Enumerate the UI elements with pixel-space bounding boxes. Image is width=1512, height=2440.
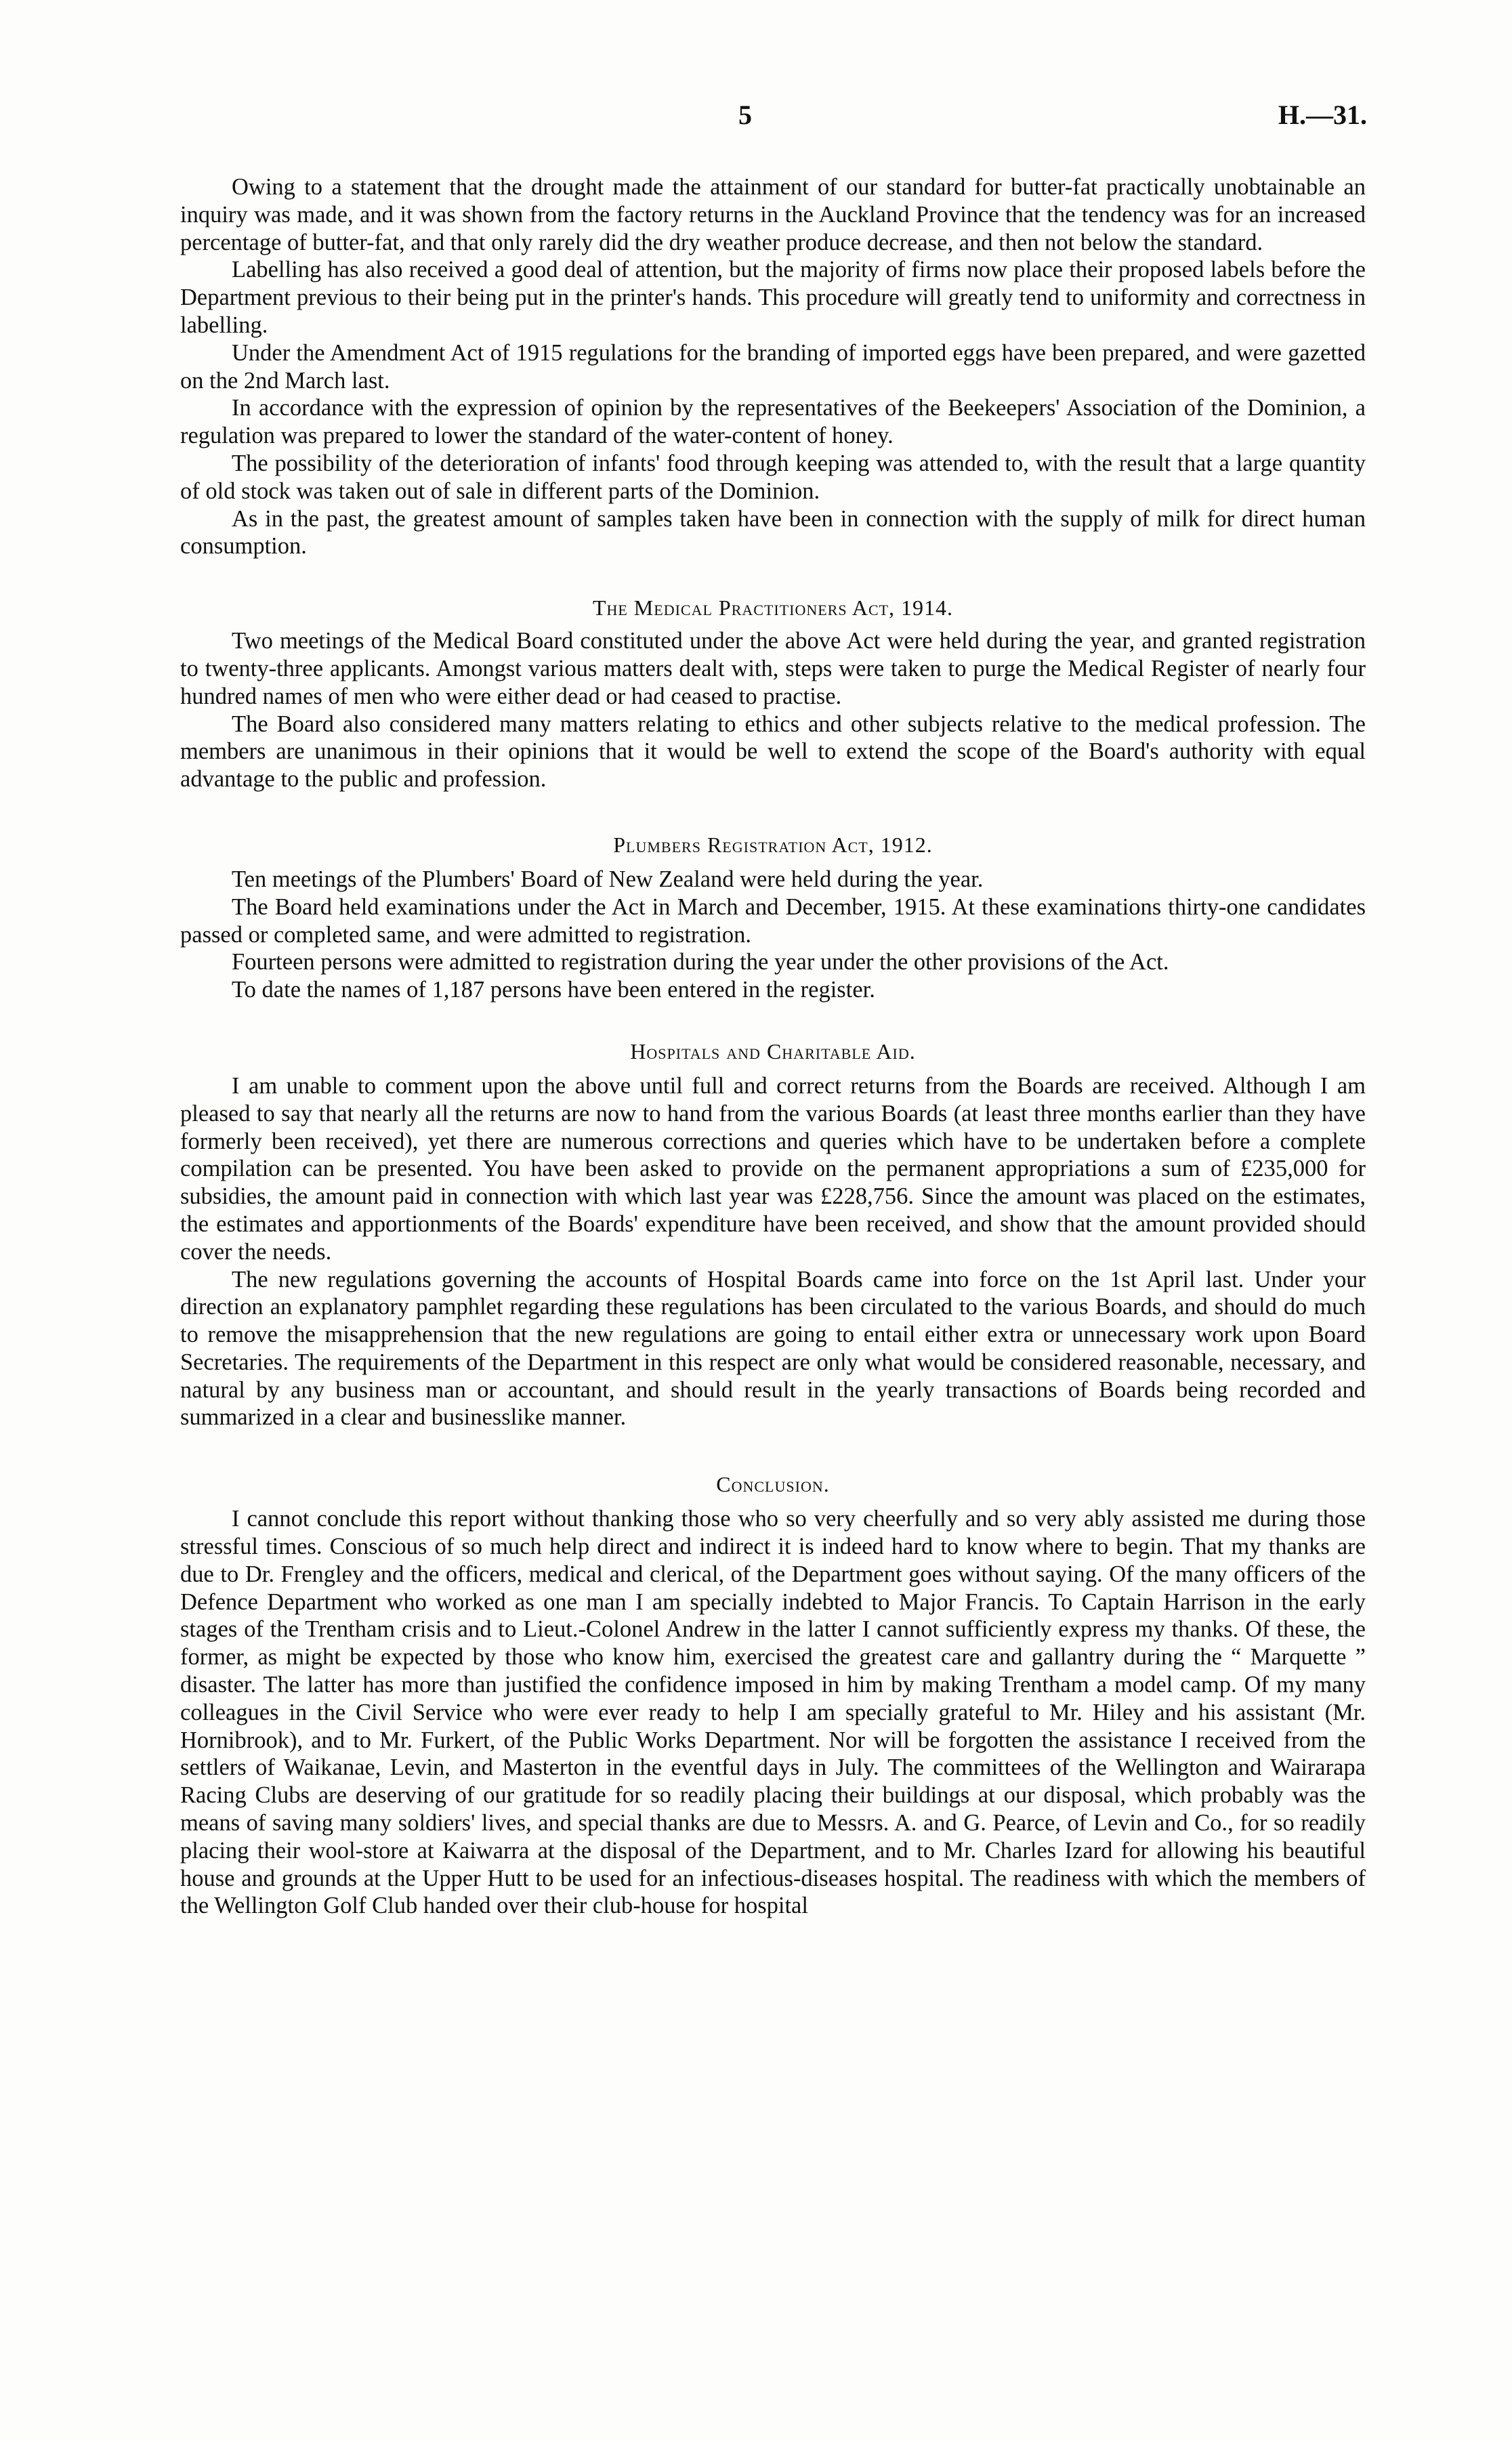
hospitals-section bbox=[180, 1039, 1366, 1431]
paragraph-imported-eggs: Under the Amendment Act of 1915 regulations for the branding of imported eggs have been prepared, and were gazetted on the 2nd March last. bbox=[180, 339, 1366, 394]
paragraph-plumbers-examinations: The Board held examinations under the Act in March and December, 1915. At these examinations thirty-one candidates passed or completed same, and were admitted to registration. bbox=[180, 893, 1366, 948]
page-header bbox=[0, 99, 1512, 140]
paragraph-milk-samples: As in the past, the greatest amount of samples taken have been in connection with the supply of milk for direct human consumption. bbox=[180, 505, 1366, 560]
food-and-drugs-section bbox=[180, 173, 1366, 560]
paragraph-medical-ethics: The Board also considered many matters relating to ethics and other subjects relative to the medical profession. The members are unanimous in their opinions that it would be well to extend the scope of the Board's authority with equal advantage to the public and profession. bbox=[180, 711, 1366, 793]
medical-practitioners-section bbox=[180, 595, 1366, 793]
paragraph-labelling: Labelling has also received a good deal of attention, but the majority of firms now place their proposed labels before the Department previous to their being put in the printer's hands. This procedure will greatly tend to uniformity and correctness in labelling. bbox=[180, 257, 1366, 338]
report-body bbox=[180, 173, 1366, 1920]
paragraph-infants-food: The possibility of the deterioration of infants' food through keeping was attended to, with the result that a large quantity of old stock was taken out of sale in different parts of the Dominion. bbox=[180, 450, 1366, 504]
paragraph-plumbers-admitted: Fourteen persons were admitted to registration during the year under the other provisions of the Act. bbox=[232, 949, 1169, 975]
paragraph-conclusion: I cannot conclude this report without thanking those who so very cheerfully and so very ably assisted me during those stressful times. Conscious of so much help direct and indirect it is indeed hard to know where to begin. That my thanks are due to Dr. Frengley and the officers, medical and clerical, of the Department goes without saying. Of the many officers of the Defence Department who worked as one man I am specially indebted to Major Francis. To Captain Harrison in the early stages of the Trentham crisis and to Lieut.-Colonel Andrew in the latter I cannot sufficiently express my thanks. Of these, the former, as might be expected by those who know him, exercised the greatest care and gallantry during the “ Marquette ” disaster. The latter has more than justified the confidence imposed in him by making Trentham a model camp. Of my many colleagues in the Civil Service who were ever ready to help I am specially grateful to Mr. Hiley and his assistant (Mr. Hornibrook), and to Mr. Furkert, of the Public Works Department. Nor will be forgotten the assistance I received from the settlers of Waikanae, Levin, and Masterton in the eventful days in July. The committees of the Wellington and Wairarapa Racing Clubs are deserving of our gratitude for so readily placing their buildings at our disposal, which probably was the means of saving many soldiers' lives, and special thanks are due to Messrs. A. and G. Pearce, of Levin and Co., for so readily placing their wool-store at Kaiwarra at the disposal of the Department, and to Mr. Charles Izard for allowing his beautiful house and grounds at the Upper Hutt to be used for an infectious-diseases hospital. The readiness with which the members of the Wellington Golf Club handed over their club-house for hospital bbox=[180, 1506, 1366, 1919]
paragraph-hospitals-returns: I am unable to comment upon the above until full and correct returns from the Boards are received. Although I am pleased to say that nearly all the returns are now to hand from the various Boards (at least three months earlier than they have formerly been received), yet there are numerous corrections and queries which have to be undertaken before a complete compilation can be presented. You have been asked to provide on the permanent appropriations a sum of £235,000 for subsidies, the amount paid in connection with which last year was £228,756. Since the amount was placed on the estimates, the estimates and apportionments of the Boards' expenditure have been received, and show that the amount provided should cover the needs. bbox=[180, 1072, 1366, 1265]
paragraph-plumbers-register: To date the names of 1,187 persons have been entered in the register. bbox=[232, 977, 875, 1003]
paragraph-hospitals-regulations: The new regulations governing the accounts of Hospital Boards came into force on the 1st April last. Under your direction an explanatory pamphlet regarding these regulations has been circulated to the various Boards, and should do much to remove the misapprehension that the new regulations are going to entail either extra or unnecessary work upon Board Secretaries. The requirements of the Department in this respect are only what would be considered reasonable, necessary, and natural by any business man or accountant, and should result in the yearly transactions of Boards being recorded and summarized in a clear and businesslike manner. bbox=[180, 1266, 1366, 1431]
document-reference: H.—31. bbox=[1278, 100, 1367, 130]
section-heading-plumbers: Plumbers Registration Act, 1912. bbox=[613, 832, 933, 857]
plumbers-registration-section bbox=[180, 833, 1366, 1004]
section-heading-medical: The Medical Practitioners Act, 1914. bbox=[592, 595, 954, 620]
section-heading-conclusion: Conclusion. bbox=[716, 1472, 830, 1497]
paragraph-butter-fat: Owing to a statement that the drought made the attainment of our standard for butter-fat practically unobtainable an inquiry was made, and it was shown from the factory returns in the Auckland Province that the tendency was for an increased percentage of butter-fat, and that only rarely did the dry weather produce decrease, and then not below the standard. bbox=[180, 174, 1366, 255]
paragraph-medical-meetings: Two meetings of the Medical Board constituted under the above Act were held during the year, and granted registration to twenty-three applicants. Amongst various matters dealt with, steps were taken to purge the Medical Register of nearly four hundred names of men who were either dead or had ceased to practise. bbox=[180, 628, 1366, 709]
page-number: 5 bbox=[738, 100, 752, 130]
paragraph-honey: In accordance with the expression of opinion by the representatives of the Beekeepers' Association of the Dominion, a regulation was prepared to lower the standard of the water-content of honey. bbox=[180, 395, 1366, 449]
conclusion-section bbox=[180, 1472, 1366, 1920]
section-heading-hospitals: Hospitals and Charitable Aid. bbox=[630, 1038, 916, 1064]
paragraph-plumbers-meetings: Ten meetings of the Plumbers' Board of New Zealand were held during the year. bbox=[232, 866, 984, 892]
